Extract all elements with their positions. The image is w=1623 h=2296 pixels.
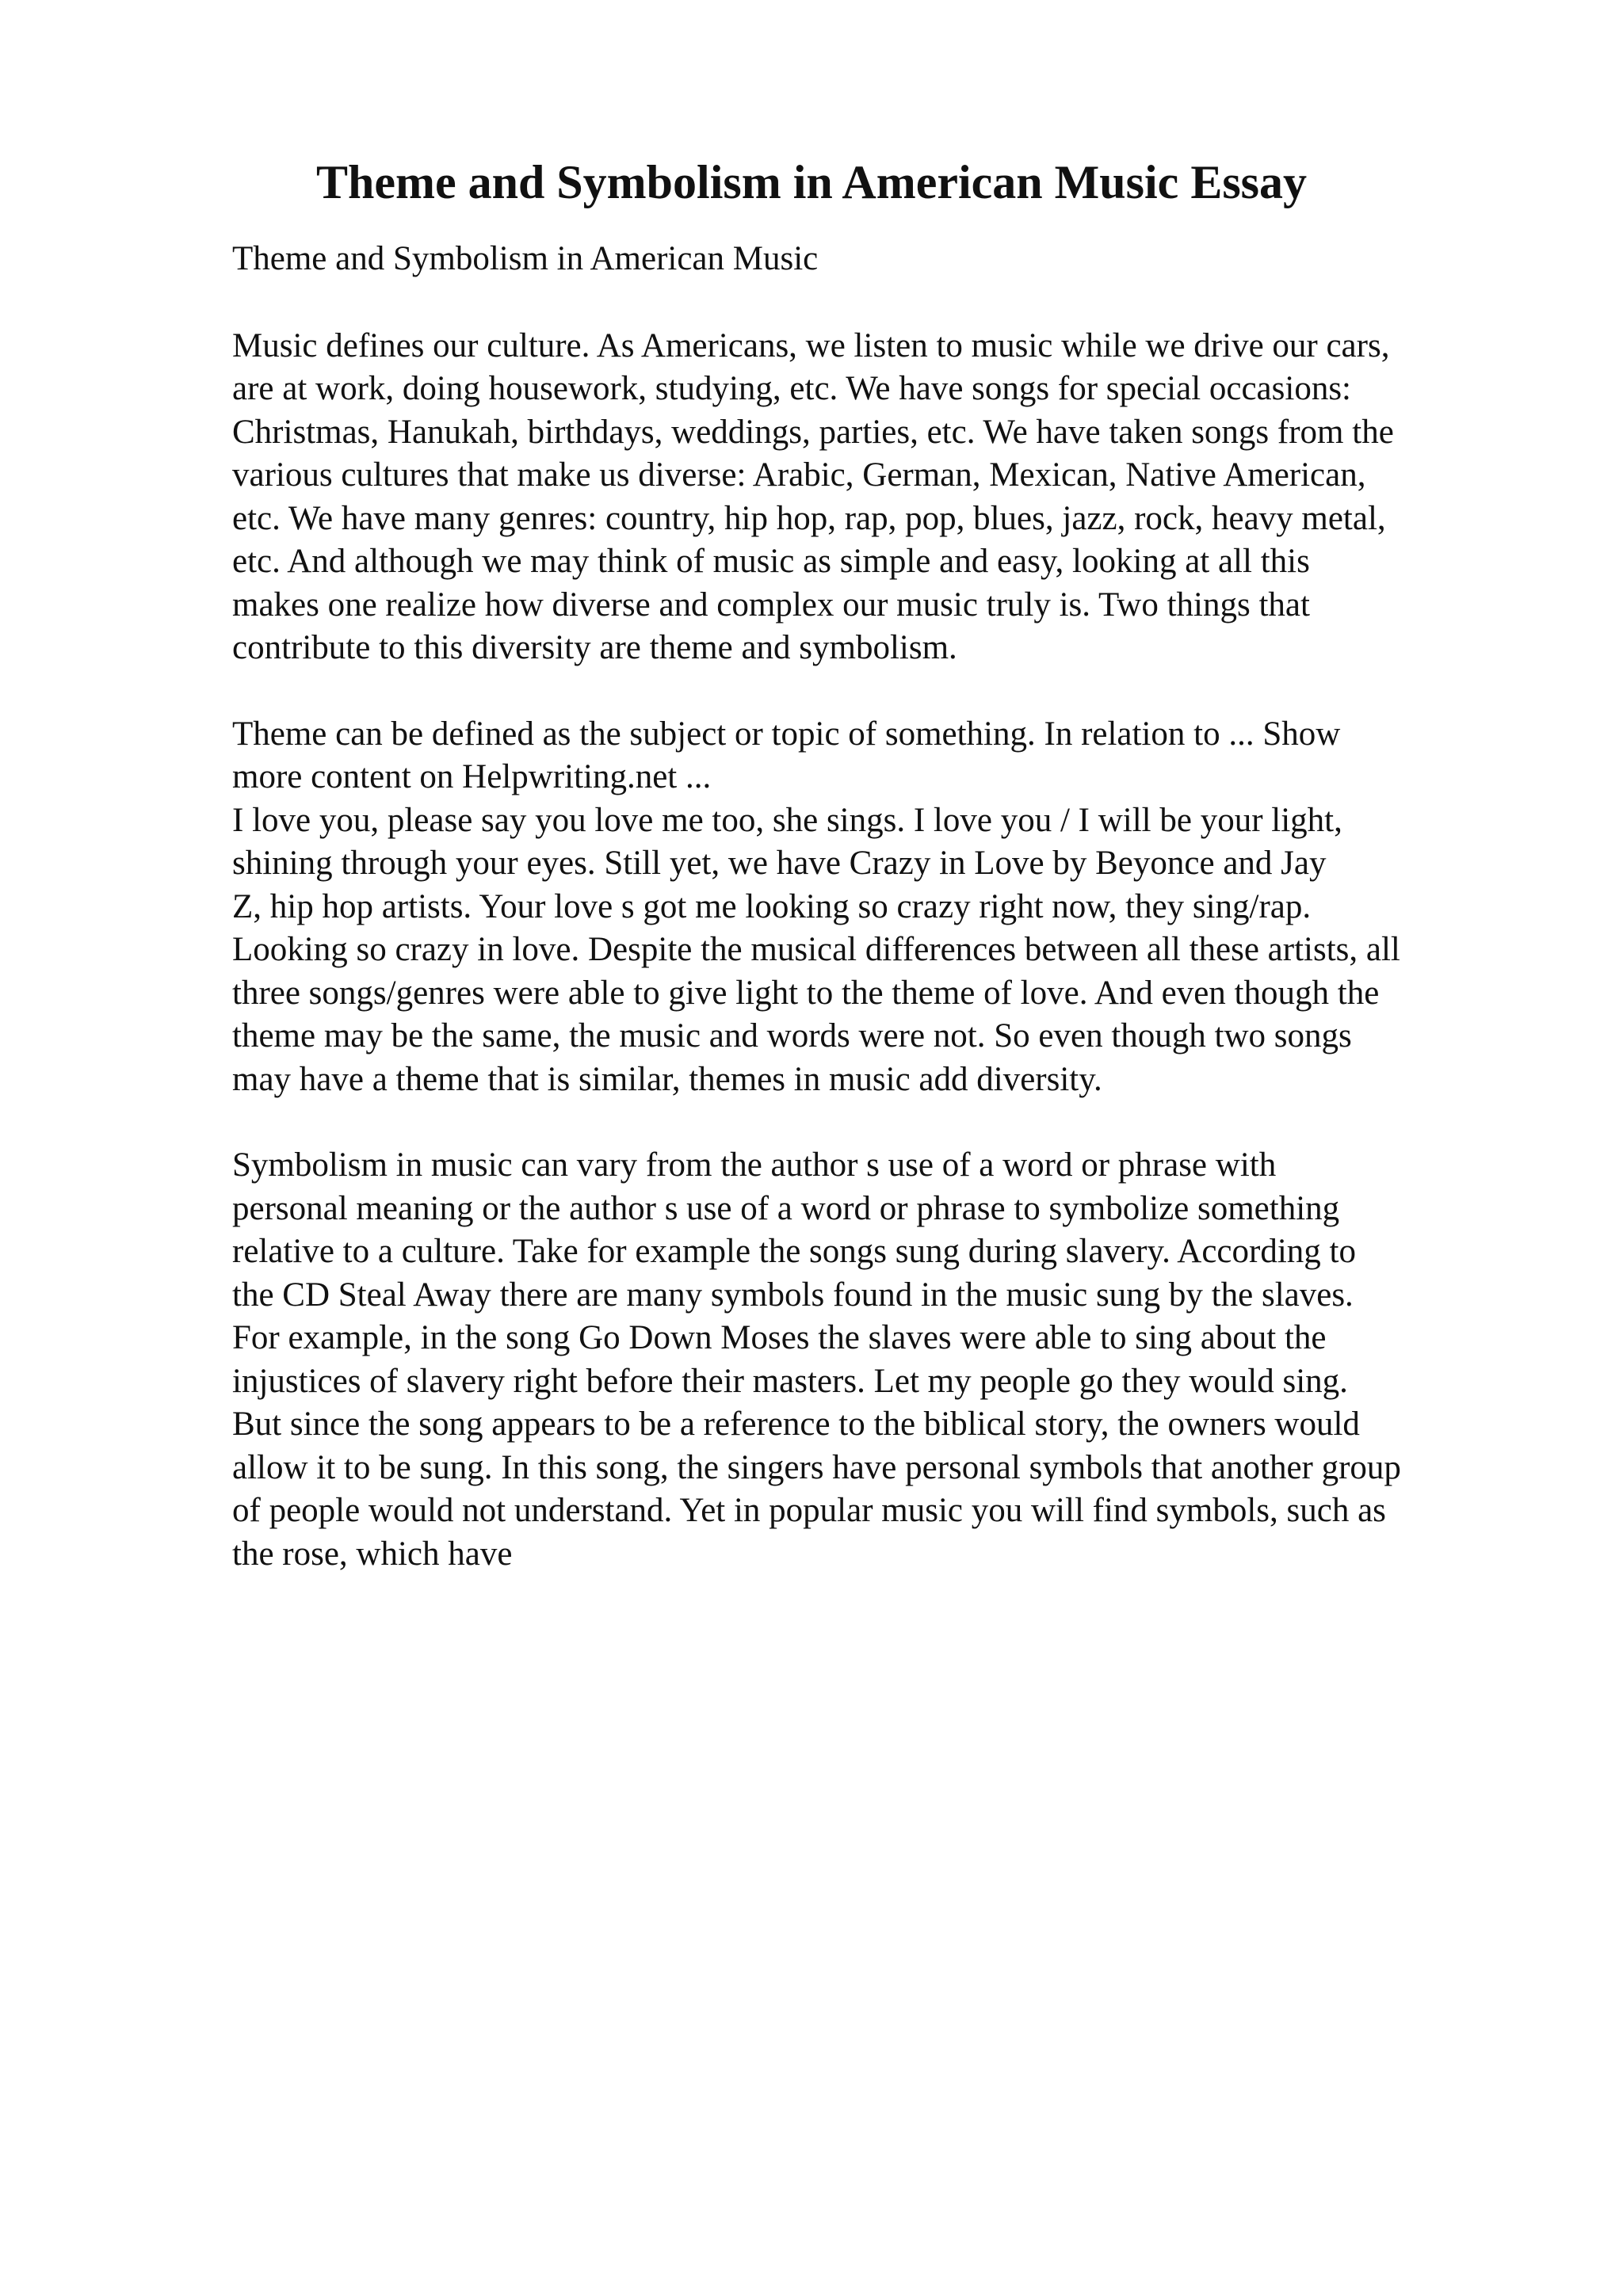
text-line: Music defines our culture. As Americans, we listen to music while we drive our cars,: [232, 326, 1390, 364]
paragraph-theme: [232, 713, 1532, 799]
text-line: Z, hip hop artists. Your love s got me looking so crazy right now, they sing/rap.: [232, 887, 1312, 925]
text-line: the CD Steal Away there are many symbols found in the music sung by the slaves.: [232, 1276, 1354, 1314]
text-line: For example, in the song Go Down Moses the slaves were able to sing about the: [232, 1319, 1327, 1356]
document-title: Theme and Symbolism in American Music Essay: [315, 156, 1308, 208]
text-line: Christmas, Hanukah, birthdays, weddings, parties, etc. We have taken songs from the: [232, 413, 1394, 451]
text-line: theme may be the same, the music and words were not. So even though two songs: [232, 1017, 1352, 1055]
text-line: of people would not understand. Yet in popular music you will find symbols, such as: [232, 1492, 1386, 1529]
text-line: three songs/genres were able to give light to the theme of love. And even though the: [232, 974, 1380, 1012]
paragraph-symbolism: [232, 1144, 1532, 1576]
paragraph-intro: [232, 325, 1532, 670]
text-line: more content on Helpwriting.net ...: [232, 758, 712, 795]
text-line: makes one realize how diverse and complex our music truly is. Two things that: [232, 585, 1310, 624]
text-line: etc. And although we may think of music as simple and easy, looking at all this: [232, 543, 1310, 580]
paragraph-love: [232, 799, 1532, 1102]
text-line: Theme can be defined as the subject or topic of something. In relation to ... Show: [232, 715, 1341, 753]
text-line: shining through your eyes. Still yet, we have Crazy in Love by Beyonce and Jay: [232, 845, 1327, 882]
text-line: allow it to be sung. In this song, the singers have personal symbols that another group: [232, 1448, 1401, 1486]
text-line: I love you, please say you love me too, she sings. I love you / I will be your light,: [232, 801, 1342, 839]
text-line: various cultures that make us diverse: Arabic, German, Mexican, Native American,: [232, 456, 1366, 494]
text-line: the rose, which have: [232, 1535, 513, 1573]
text-line: etc. We have many genres: country, hip hop, rap, pop, blues, jazz, rock, heavy metal,: [232, 499, 1386, 537]
text-line: Symbolism in music can vary from the author s use of a word or phrase with: [232, 1146, 1277, 1184]
document-body: [232, 238, 1532, 1619]
text-line: Looking so crazy in love. Despite the musical differences between all these artists, all: [232, 931, 1400, 968]
text-line: may have a theme that is similar, themes in music add diversity.: [232, 1060, 1102, 1098]
text-line: are at work, doing housework, studying, etc. We have songs for special occasions:: [232, 370, 1352, 407]
document-subtitle: Theme and Symbolism in American Music: [232, 240, 819, 277]
text-line: relative to a culture. Take for example the songs sung during slavery. According to: [232, 1233, 1356, 1270]
text-line: personal meaning or the author s use of a word or phrase to symbolize something: [232, 1189, 1340, 1227]
text-line: But since the song appears to be a reference to the biblical story, the owners would: [232, 1405, 1360, 1443]
text-line: injustices of slavery right before their masters. Let my people go they would sing.: [232, 1362, 1348, 1400]
text-line: contribute to this diversity are theme and symbolism.: [232, 629, 957, 666]
